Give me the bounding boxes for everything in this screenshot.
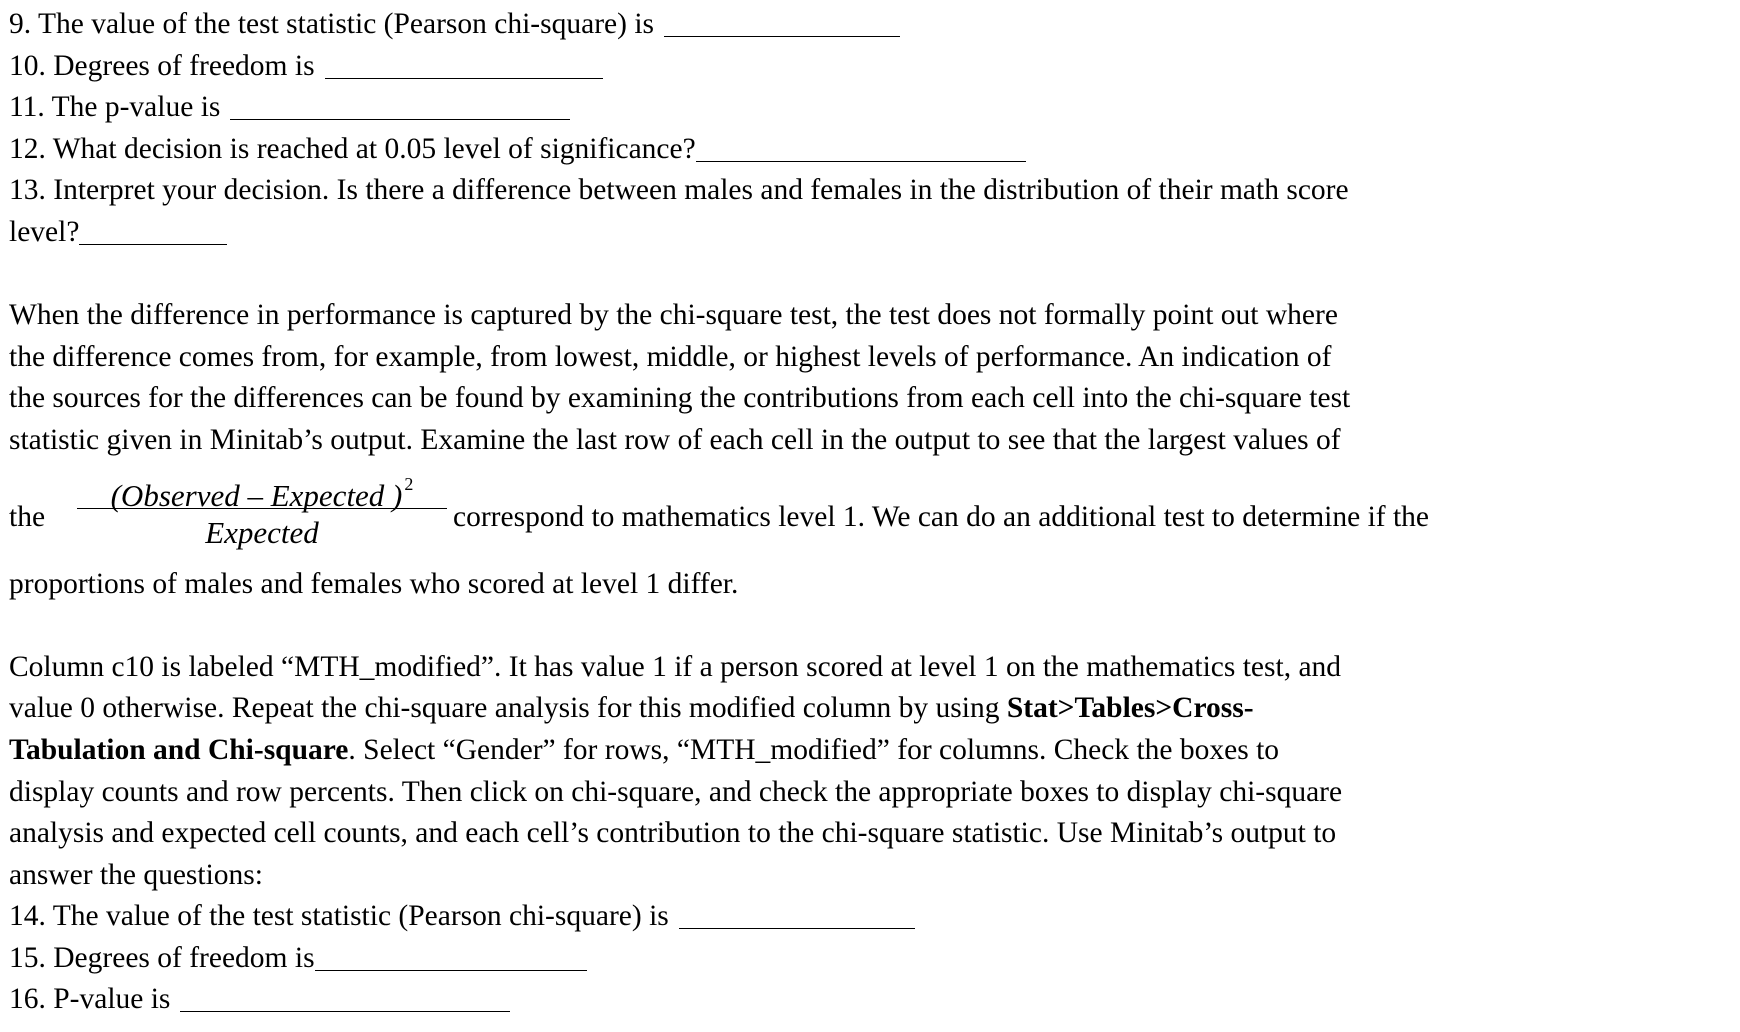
answer-blank[interactable] bbox=[696, 131, 1026, 162]
question-13 bbox=[9, 170, 1734, 212]
answer-blank[interactable] bbox=[315, 940, 587, 971]
question-12 bbox=[9, 129, 1734, 171]
formula-prefix: the bbox=[9, 500, 46, 533]
question-text: P-value is bbox=[53, 983, 171, 1016]
question-text: The value of the test statistic (Pearson chi-square) is bbox=[52, 900, 669, 933]
question-16 bbox=[9, 979, 1734, 1021]
answer-blank[interactable] bbox=[325, 48, 603, 79]
worksheet-page bbox=[9, 4, 1734, 1021]
question-number: 9. bbox=[9, 8, 32, 40]
formula-denominator: Expected bbox=[205, 514, 319, 550]
menu-path-bold: Tabulation and Chi-square bbox=[9, 733, 349, 766]
question-text: The value of the test statistic (Pearson chi-square) is bbox=[37, 8, 654, 40]
paragraph-line: the difference comes from, for example, from lowest, middle, or highest levels of performance. An indication of bbox=[9, 340, 1332, 373]
answer-blank[interactable] bbox=[180, 981, 510, 1012]
question-text: What decision is reached at 0.05 level of significance? bbox=[52, 132, 696, 165]
question-number: 10. bbox=[9, 49, 46, 82]
paragraph-line: Tabulation and Chi-square. Select “Gender” for rows, “MTH_modified” for columns. Check the boxes to bbox=[9, 733, 1280, 766]
paragraph-line: When the difference in performance is captured by the chi-square test, the test does not formally point out where bbox=[9, 299, 1338, 332]
question-13-continuation bbox=[9, 212, 1734, 254]
paragraph-line: analysis and expected cell counts, and each cell’s contribution to the chi-square statistic. Use Minitab’s output to bbox=[9, 817, 1337, 850]
paragraph-line: Column c10 is labeled “MTH_modified”. It has value 1 if a person scored at level 1 on the mathematics test, and bbox=[9, 650, 1342, 683]
question-number: 12. bbox=[9, 132, 46, 165]
paragraph-instructions bbox=[9, 647, 1734, 897]
question-text: The p-value is bbox=[51, 91, 221, 124]
paragraph-line: statistic given in Minitab’s output. Examine the last row of each cell in the output to see that the largest values of bbox=[9, 423, 1341, 456]
formula-exponent: 2 bbox=[404, 473, 414, 494]
question-number: 13. bbox=[9, 174, 46, 207]
spacer bbox=[9, 254, 1734, 296]
question-9 bbox=[9, 4, 1734, 46]
question-text: Degrees of freedom is bbox=[53, 49, 315, 82]
question-14 bbox=[9, 896, 1734, 938]
formula-line bbox=[9, 462, 1734, 564]
question-text-cont: level? bbox=[9, 215, 80, 248]
paragraph-line: display counts and row percents. Then click on chi-square, and check the appropriate boxes to display chi-square bbox=[9, 775, 1343, 808]
question-number: 14. bbox=[9, 900, 46, 933]
answer-blank[interactable] bbox=[79, 214, 227, 245]
paragraph-line: value 0 otherwise. Repeat the chi-square analysis for this modified column by using Stat>Tables>Cross- bbox=[9, 692, 1254, 725]
spacer bbox=[9, 605, 1734, 647]
question-text: Degrees of freedom is bbox=[53, 941, 315, 974]
question-text: Interpret your decision. Is there a difference between males and females in the distribution of their math score bbox=[53, 174, 1349, 207]
paragraph-line: proportions of males and females who scored at level 1 differ. bbox=[9, 567, 739, 600]
question-15 bbox=[9, 938, 1734, 980]
answer-blank[interactable] bbox=[664, 6, 900, 37]
formula-suffix: correspond to mathematics level 1. We can do an additional test to determine if the bbox=[453, 500, 1430, 533]
question-10 bbox=[9, 46, 1734, 88]
question-number: 11. bbox=[9, 91, 45, 124]
formula-numerator: (Observed – Expected ) $^2$ bbox=[110, 473, 414, 513]
question-number: 16. bbox=[9, 983, 46, 1016]
paragraph-explanation bbox=[9, 295, 1734, 605]
answer-blank[interactable] bbox=[230, 89, 570, 120]
chi-square-contribution-formula bbox=[77, 462, 447, 553]
paragraph-line: the sources for the differences can be found by examining the contributions from each cell into the chi-square test bbox=[9, 382, 1351, 415]
paragraph-line: answer the questions: bbox=[9, 858, 263, 891]
answer-blank[interactable] bbox=[679, 898, 915, 929]
question-number: 15. bbox=[9, 941, 46, 974]
question-11 bbox=[9, 87, 1734, 129]
menu-path-bold: Stat>Tables>Cross- bbox=[1006, 692, 1254, 725]
